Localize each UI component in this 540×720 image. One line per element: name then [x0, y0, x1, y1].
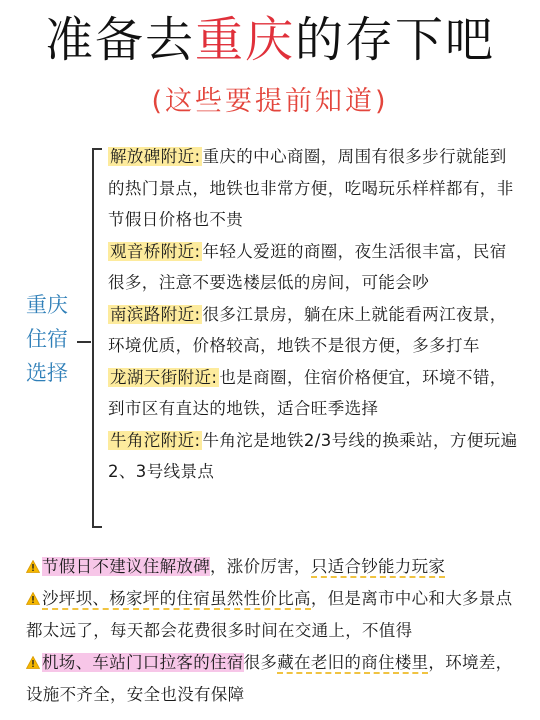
place-name: 牛角沱附近: [110, 430, 201, 450]
note-text: ，环境差，设施不齐全，安全也没有保障 [26, 653, 513, 704]
warning-icon [26, 592, 40, 605]
warning-note [26, 583, 522, 647]
note-underline: 只适合钞能力玩家 [310, 557, 446, 576]
list-item [108, 141, 520, 236]
note-text: ，涨价厉害， [210, 557, 311, 576]
place-description: 很多江景房，躺在床上就能看两江夜景，环境优质，价格较高，地铁不是很方便，多多打车 [108, 304, 507, 355]
title-suffix: 的存下吧 [295, 12, 496, 68]
note-text: ，但是离市中心和大多景点都太远了，每天都会花费很多时间在交通上，不值得 [26, 589, 513, 640]
warning-icon [26, 560, 40, 573]
note-highlight: 节假日不建议住解放碑 [42, 557, 210, 576]
note-highlight: 机场、车站门口拉客的住宿 [42, 653, 244, 672]
warning-notes [26, 551, 522, 711]
page-title [0, 8, 540, 72]
title-highlight: 重庆 [194, 12, 295, 68]
place-name: 解放碑附近: [110, 147, 201, 166]
side-label-line: 选择 [26, 361, 68, 385]
place-name: 南滨路附近: [110, 304, 201, 324]
list-item [108, 425, 520, 488]
warning-note [26, 551, 522, 583]
bracket-connector [77, 341, 91, 343]
warning-note [26, 647, 522, 711]
title-prefix: 准备去 [44, 12, 195, 68]
place-name: 观音桥附近: [110, 241, 201, 261]
list-item [108, 362, 520, 425]
side-label-line: 重庆 [26, 293, 68, 317]
warning-icon [26, 656, 40, 669]
side-label [20, 288, 74, 390]
bracket [92, 148, 102, 528]
page-subtitle: (这些要提前知道) [151, 86, 389, 117]
note-text: 很多 [243, 653, 278, 672]
place-description: 牛角沱是地铁2/3号线的换乘站，方便玩遍2、3号线景点 [108, 430, 518, 481]
place-description: 重庆的中心商圈，周围有很多步行就能到的热门景点，地铁也非常方便，吃喝玩乐样样都有，非节假日价格也不贵 [108, 147, 514, 229]
place-name: 龙湖天街附近: [110, 367, 218, 387]
note-underline: 藏在老旧的商住楼里 [277, 653, 429, 672]
note-underline: 沙坪坝、杨家坪的住宿虽然性价比高 [42, 589, 311, 608]
list-item [108, 299, 520, 362]
side-label-line: 住宿 [26, 327, 68, 351]
accommodation-list [108, 141, 520, 488]
place-description: 年轻人爱逛的商圈，夜生活很丰富，民宿很多，注意不要选楼层低的房间，可能会吵 [108, 241, 507, 292]
place-description: 也是商圈，住宿价格便宜，环境不错，到市区有直达的地铁，适合旺季选择 [108, 367, 507, 418]
list-item [108, 236, 520, 299]
